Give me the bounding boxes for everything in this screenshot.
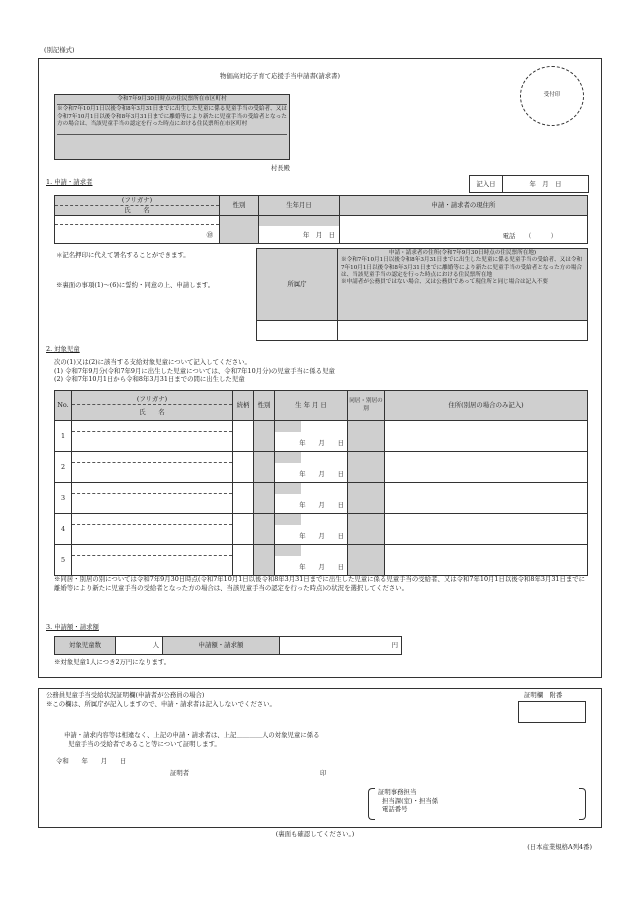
child-name-input[interactable] [72, 421, 233, 452]
child-no: 5 [55, 545, 72, 576]
certifier-seal: 印 [320, 769, 327, 777]
col-gender: 性別 [254, 391, 275, 421]
children-table [54, 390, 588, 576]
child-birth-ymd: 年 月 日 [299, 532, 344, 541]
address-header: 申請・請求者の現住所 [340, 196, 588, 216]
reception-stamp-label: 受付印 [543, 92, 561, 98]
col-name [72, 391, 233, 421]
col-birth: 生 年 月 日 [275, 391, 348, 421]
child-row [55, 483, 588, 514]
address-note-cell [338, 249, 588, 321]
section2-instructions [54, 358, 574, 384]
entry-date-value: 年 月 日 [529, 179, 562, 188]
child-relation-input[interactable] [233, 452, 254, 483]
child-address-input[interactable] [385, 514, 588, 545]
child-birth-ymd: 年 月 日 [299, 439, 344, 448]
registered-address-input-cell[interactable] [338, 321, 588, 341]
sign-note: ＊記名押印に代えて署名することができます。 [56, 251, 190, 259]
child-relation-input[interactable] [233, 483, 254, 514]
child-cohab-input[interactable] [348, 452, 385, 483]
paper-size: (日本産業規格A列4番) [527, 843, 592, 851]
birthdate-ymd: 年 月 日 [303, 231, 335, 240]
child-birth-input[interactable] [275, 483, 348, 514]
child-cohab-input[interactable] [348, 483, 385, 514]
contact-line1: 証明事務担当 [378, 788, 417, 796]
child-birth-input[interactable] [275, 452, 348, 483]
child-name-input[interactable] [72, 545, 233, 576]
child-gender-input[interactable] [254, 514, 275, 545]
contact-box [368, 788, 586, 820]
name-label: 氏 名 [55, 205, 219, 215]
contact-line2: 担当課(室)・担当係 [382, 796, 439, 805]
child-relation-input[interactable] [233, 514, 254, 545]
entry-date-box[interactable] [469, 175, 589, 193]
child-birth-ymd: 年 月 日 [299, 501, 344, 510]
count-input[interactable] [116, 637, 163, 655]
section1-title: 1. 申請・請求者 [46, 178, 93, 186]
child-address-input[interactable] [385, 483, 588, 514]
child-no: 4 [55, 514, 72, 545]
amount-unit: 円 [391, 641, 398, 650]
child-birth-ymd: 年 月 日 [299, 563, 344, 572]
amount-label: 申請額・請求額 [163, 637, 280, 655]
municipality-box [54, 94, 290, 173]
amount-table [54, 636, 402, 655]
child-row [55, 545, 588, 576]
child-birth-input[interactable] [275, 545, 348, 576]
phone-label: 電話 （ ） [502, 232, 557, 241]
col-relation: 続柄 [233, 391, 254, 421]
child-cohab-input[interactable] [348, 514, 385, 545]
section2-item1: (1) 令和7年9月分(令和7年9月に出生した児童については、令和7年10月分)の児童手当に係る児童 [54, 366, 335, 375]
child-name-input[interactable] [72, 483, 233, 514]
section2-item2: (2) 令和7年10月1日から令和8年3月31日までの間に出生した児童 [54, 375, 245, 384]
cert-body [64, 731, 464, 748]
child-name-input[interactable] [72, 452, 233, 483]
child-gender-input[interactable] [254, 421, 275, 452]
address-note-head: 申請・請求者の住所(令和7年9月30日時点の住民票所在地) [388, 250, 537, 256]
mayor-suffix: 村長殿 [270, 164, 290, 172]
cohab-footnote: ※同居・別居の別については令和7年9月30日時点(令和7年10月1日以後令和8年3月31日までに出生した児童に係る児童手当の受給者、又は令和7年10月1日以後令和8年3月31日までに離婚等により新たに児童手当の受給者となった方の場合は、当該児童手当の認定を行った時点)の状況を選択してください。 [54, 575, 586, 592]
municipality-header: 令和7年9月30日時点の住民票所在市区町村 [117, 96, 227, 102]
child-address-input[interactable] [385, 452, 588, 483]
applicant-table [54, 195, 588, 244]
back-note: (裏面も確認してください。) [275, 830, 355, 838]
name-input-cell[interactable] [55, 216, 220, 244]
child-gender-input[interactable] [254, 545, 275, 576]
birthdate-header: 生年月日 [259, 196, 340, 216]
col-no: No. [55, 391, 72, 421]
certificate-title: 公務員児童手当受給状況証明欄(申請者が公務員の場合) [46, 691, 205, 699]
child-birth-input[interactable] [275, 421, 348, 452]
certificate-note: ※この欄は、所属庁が記入しますので、申請・請求者は記入しないでください。 [46, 700, 276, 708]
col-cohab: 同居・別居の別 [348, 391, 385, 421]
gender-header: 性別 [220, 196, 259, 216]
furigana-label: (フリガナ) [121, 196, 153, 205]
child-row [55, 421, 588, 452]
address-input-cell[interactable] [340, 216, 588, 244]
child-row [55, 452, 588, 483]
child-cohab-input[interactable] [348, 545, 385, 576]
child-row [55, 514, 588, 545]
section2-title: 2. 対象児童 [46, 345, 80, 353]
gender-input-cell[interactable] [220, 216, 259, 244]
child-gender-input[interactable] [254, 483, 275, 514]
section3-title: 3. 申請額・請求額 [46, 623, 99, 631]
amount-input[interactable] [280, 637, 402, 655]
child-gender-input[interactable] [254, 452, 275, 483]
affiliation-input-cell[interactable] [257, 321, 338, 341]
child-address-input[interactable] [385, 545, 588, 576]
name-header [55, 196, 220, 216]
child-birth-ymd: 年 月 日 [299, 470, 344, 479]
cert-body-line2: 児童手当の受給者であること等について証明します。 [68, 739, 221, 748]
col-furigana: (フリガナ) [136, 394, 168, 403]
affiliation-header: 所属庁 [257, 249, 338, 321]
child-no: 1 [55, 421, 72, 452]
reception-stamp [520, 66, 584, 126]
form-title: 物価高対応子育て応援手当申請書(請求書) [219, 72, 341, 80]
child-cohab-input[interactable] [348, 421, 385, 452]
count-unit: 人 [152, 641, 159, 650]
form-marker: (別記様式) [44, 46, 75, 54]
municipality-note: ※令和7年10月1日以後令和8年3月31日までに出生した児童に係る児童手当の受給者、又は令和7年10月1日以後令和8年3月31日までに離婚等により新たに児童手当の受給者となった方の場合は、当該児童手当の認定を行った時点における住民票所在市区町村 [57, 106, 287, 127]
entry-date-label: 記入日 [470, 176, 503, 192]
child-birth-input[interactable] [275, 514, 348, 545]
affiliation-table [256, 248, 588, 341]
address-note-foot: ※申請者が公務員ではない場合、又は公務員であって現住所と同じ場合は記入不要 [341, 279, 548, 286]
child-name-input[interactable] [72, 514, 233, 545]
child-no: 3 [55, 483, 72, 514]
cert-body-line1: 申請・請求内容等は相違なく、上記の申請・請求者は、上記＿＿＿＿人の対象児童に係る [64, 731, 320, 739]
child-relation-input[interactable] [233, 545, 254, 576]
pledge-note: ※裏面の事項(1)～(6)に誓約・同意の上、申請します。 [56, 281, 215, 289]
cert-number-label: 証明欄 附番 [524, 691, 563, 699]
seal-mark: ㊞ [206, 231, 213, 240]
child-no: 2 [55, 452, 72, 483]
child-relation-input[interactable] [233, 421, 254, 452]
col-address: 住所(別居の場合のみ記入) [385, 391, 588, 421]
contact-line3: 電話番号 [382, 805, 408, 814]
cert-date: 令和 年 月 日 [56, 757, 127, 765]
amount-note: ※対象児童1人につき2万円になります。 [54, 658, 171, 666]
birthdate-input-cell[interactable] [259, 216, 340, 244]
address-note-body: ※令和7年10月1日以後令和8年3月31日までに出生した児童に係る児童手当の受給者、又は令和7年10月1日以後令和8年3月31日までに離婚等により新たに児童手当の受給者となった方の場合は、当該児童手当の認定を行った時点における住民票所在地 [341, 257, 583, 278]
count-label: 対象児童数 [55, 637, 116, 655]
certifier-label: 証明者 [170, 769, 190, 777]
col-name-label: 氏 名 [72, 404, 232, 417]
cert-number-input[interactable] [518, 701, 586, 723]
section2-intro: 次の(1)又は(2)に該当する支給対象児童について記入してください。 [54, 358, 251, 366]
child-address-input[interactable] [385, 421, 588, 452]
